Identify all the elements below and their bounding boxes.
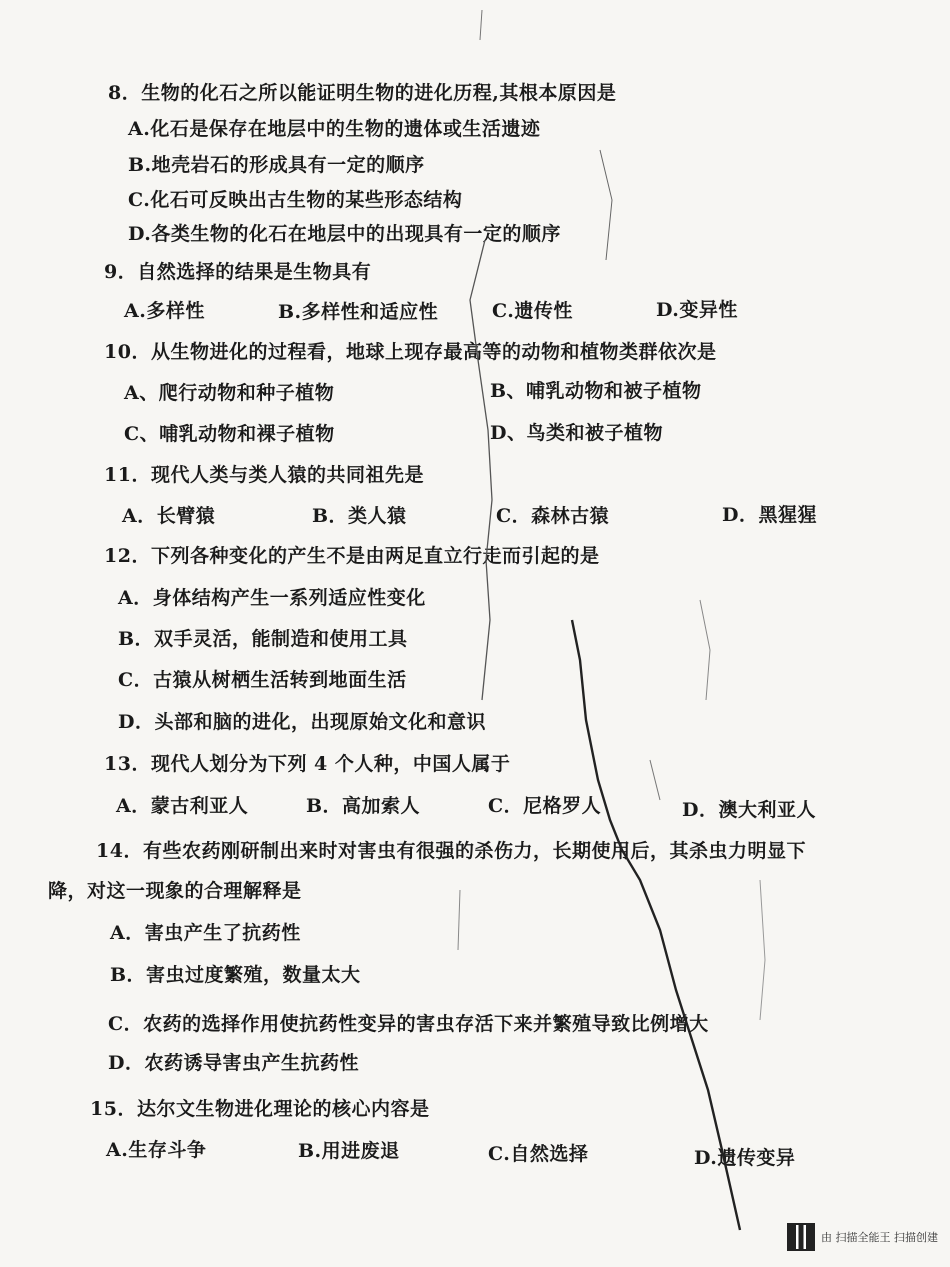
question-14-option-c: C．农药的选择作用使抗药性变异的害虫存活下来并繁殖导致比例增大 (108, 1013, 709, 1035)
question-10-option-d: D、鸟类和被子植物 (490, 422, 663, 444)
question-14-stem-continued: 降，对这一现象的合理解释是 (48, 880, 302, 902)
question-11-option-c: C．森林古猿 (496, 505, 610, 527)
question-14-option-a: A．害虫产生了抗药性 (110, 922, 301, 944)
question-10-stem: 10．从生物进化的过程看，地球上现存最高等的动物和植物类群依次是 (104, 341, 717, 363)
question-15-option-d: D.遗传变异 (694, 1147, 796, 1169)
question-12-option-a: A．身体结构产生一系列适应性变化 (118, 587, 426, 609)
question-14-option-d: D．农药诱导害虫产生抗药性 (108, 1052, 359, 1074)
question-13-option-a: A．蒙古利亚人 (116, 795, 249, 817)
question-13-stem: 13．现代人划分为下列 4 个人种，中国人属于 (104, 753, 511, 775)
question-10-option-a: A、爬行动物和种子植物 (124, 382, 335, 404)
question-9-stem: 9．自然选择的结果是生物具有 (104, 261, 372, 283)
question-8-stem: 8．生物的化石之所以能证明生物的进化历程,其根本原因是 (108, 82, 617, 104)
question-11-option-d: D．黑猩猩 (722, 504, 817, 526)
question-9-option-b: B.多样性和适应性 (278, 301, 439, 323)
question-8-option-d: D.各类生物的化石在地层中的出现具有一定的顺序 (128, 223, 561, 245)
qr-code-icon (787, 1223, 815, 1251)
question-13-option-c: C．尼格罗人 (488, 795, 602, 817)
question-12-stem: 12．下列各种变化的产生不是由两足直立行走而引起的是 (104, 545, 600, 567)
question-11-option-b: B．类人猿 (312, 505, 407, 527)
question-9-option-a: A.多样性 (124, 300, 205, 322)
scanner-watermark (787, 1223, 938, 1251)
question-9-option-c: C.遗传性 (492, 300, 573, 322)
question-8-option-a: A.化石是保存在地层中的生物的遗体或生活遗迹 (128, 118, 541, 140)
question-10-option-c: C、哺乳动物和裸子植物 (124, 423, 335, 445)
question-9-option-d: D.变异性 (656, 299, 738, 321)
scanner-watermark-text: 由 扫描全能王 扫描创建 (821, 1231, 938, 1244)
question-8-option-c: C.化石可反映出古生物的某些形态结构 (128, 189, 463, 211)
question-15-option-b: B.用进废退 (298, 1140, 400, 1162)
question-11-option-a: A．长臂猿 (122, 505, 216, 527)
question-14-option-b: B．害虫过度繁殖，数量太大 (110, 964, 361, 986)
question-12-option-c: C．古猿从树栖生活转到地面生活 (118, 669, 407, 691)
question-10-option-b: B、哺乳动物和被子植物 (490, 380, 702, 402)
question-15-option-c: C.自然选择 (488, 1143, 589, 1165)
question-12-option-b: B．双手灵活，能制造和使用工具 (118, 628, 408, 650)
question-13-option-b: B．高加索人 (306, 795, 421, 817)
question-11-stem: 11．现代人类与类人猿的共同祖先是 (104, 464, 424, 486)
question-12-option-d: D．头部和脑的进化，出现原始文化和意识 (118, 711, 486, 733)
question-13-option-d: D．澳大利亚人 (682, 799, 816, 821)
question-15-stem: 15．达尔文生物进化理论的核心内容是 (90, 1098, 430, 1120)
question-15-option-a: A.生存斗争 (106, 1139, 207, 1161)
question-14-stem: 14．有些农药刚研制出来时对害虫有很强的杀伤力，长期使用后，其杀虫力明显下 (96, 840, 806, 862)
question-8-option-b: B.地壳岩石的形成具有一定的顺序 (128, 154, 425, 176)
